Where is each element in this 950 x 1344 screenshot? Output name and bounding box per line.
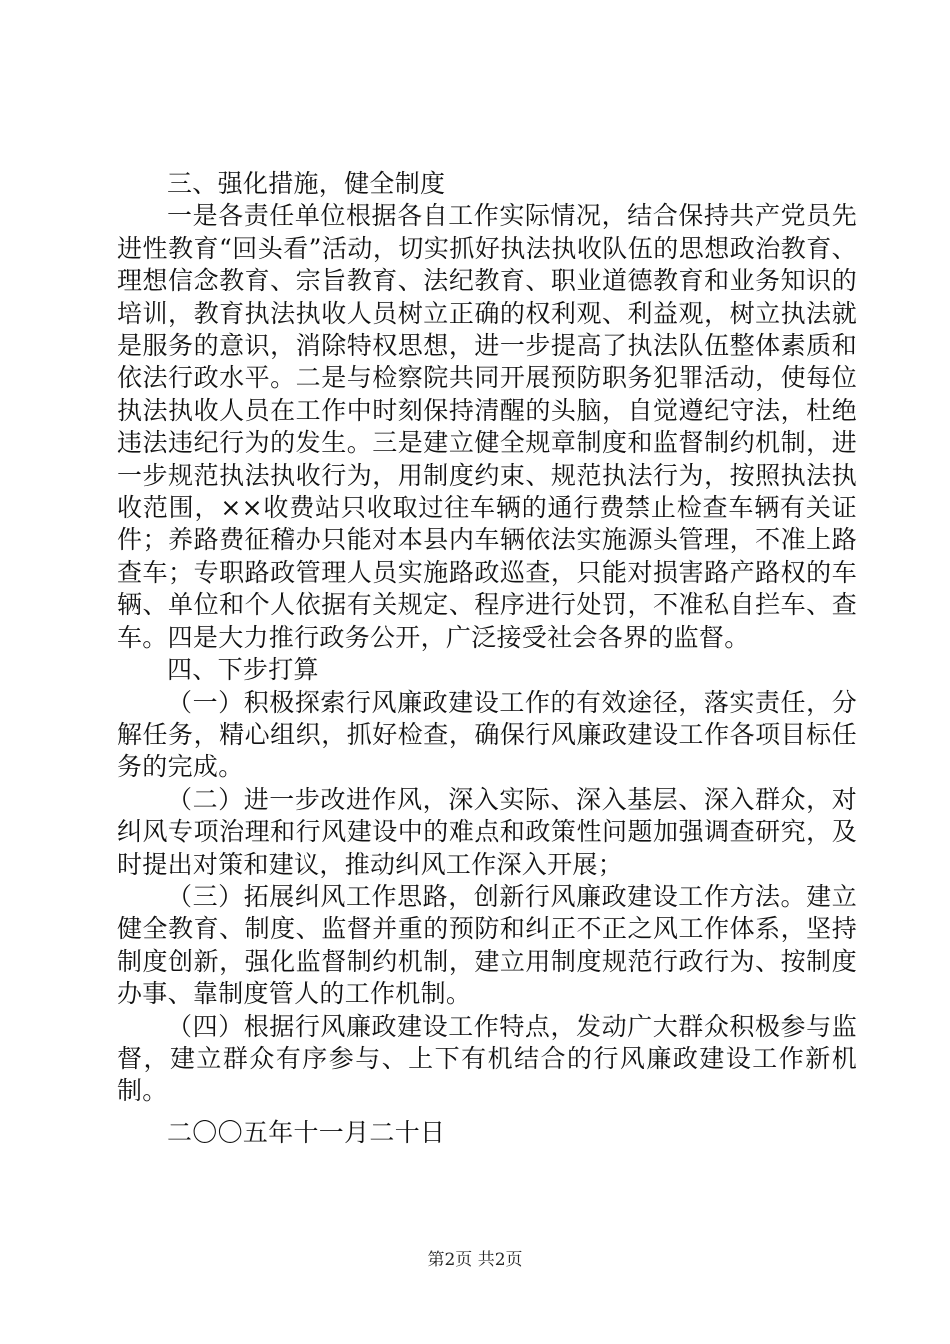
page-footer: 第2页 共2页 — [427, 1250, 523, 1270]
section-4-heading: 四、下步打算 — [167, 655, 319, 685]
section-3-paragraph: 一是各责任单位根据各自工作实际情况，结合保持共产党员先进性教育“回头看”活动，切实抓好执法执收队伍的思想政治教育、理想信念教育、宗旨教育、法纪教育、职业道德教育和业务知识的培训，教育执法执收人员树立正确的权利观、利益观，树立执法就是服务的意识，消除特权思想，进一步提高了执法队伍整体素质和依法行政水平。二是与检察院共同开展预防职务犯罪活动，使每位执法执收人员在工作中时刻保持清醒的头脑，自觉遵纪守法，杜绝违法违纪行为的发生。三是建立健全规章制度和监督制约机制，进一步规范执法执收行为，用制度约束、规范执法行为，按照执法执收范围，××收费站只收取过往车辆的通行费禁止检查车辆有关证件；养路费征稽办只能对本县内车辆依法实施源头管理，不准上路查车；专职路政管理人员实施路政巡查，只能对损害路产路权的车辆、单位和个人依据有关规定、程序进行处罚，不准私自拦车、查车。四是大力推行政务公开，广泛接受社会各界的监督。 — [117, 201, 857, 652]
plan-item-2: （二）进一步改进作风，深入实际、深入基层、深入群众，对纠风专项治理和行风建设中的难点和政策性问题加强调查研究，及时提出对策和建议，推动纠风工作深入开展； — [117, 784, 857, 879]
document-date: 二〇〇五年十一月二十日 — [167, 1117, 446, 1147]
plan-item-1: （一）积极探索行风廉政建设工作的有效途径，落实责任，分解任务，精心组织，抓好检查，确保行风廉政建设工作各项目标任务的完成。 — [117, 687, 857, 782]
document-body — [117, 168, 857, 1149]
section-3-heading: 三、强化措施，健全制度 — [167, 169, 446, 198]
plan-item-4: （四）根据行风廉政建设工作特点，发动广大群众积极参与监督，建立群众有序参与、上下有机结合的行风廉政建设工作新机制。 — [117, 1011, 857, 1106]
plan-item-3: （三）拓展纠风工作思路，创新行风廉政建设工作方法。建立健全教育、制度、监督并重的预防和纠正不正之风工作体系，坚持制度创新，强化监督制约机制，建立用制度规范行政行为、按制度办事、靠制度管人的工作机制。 — [117, 881, 857, 1009]
